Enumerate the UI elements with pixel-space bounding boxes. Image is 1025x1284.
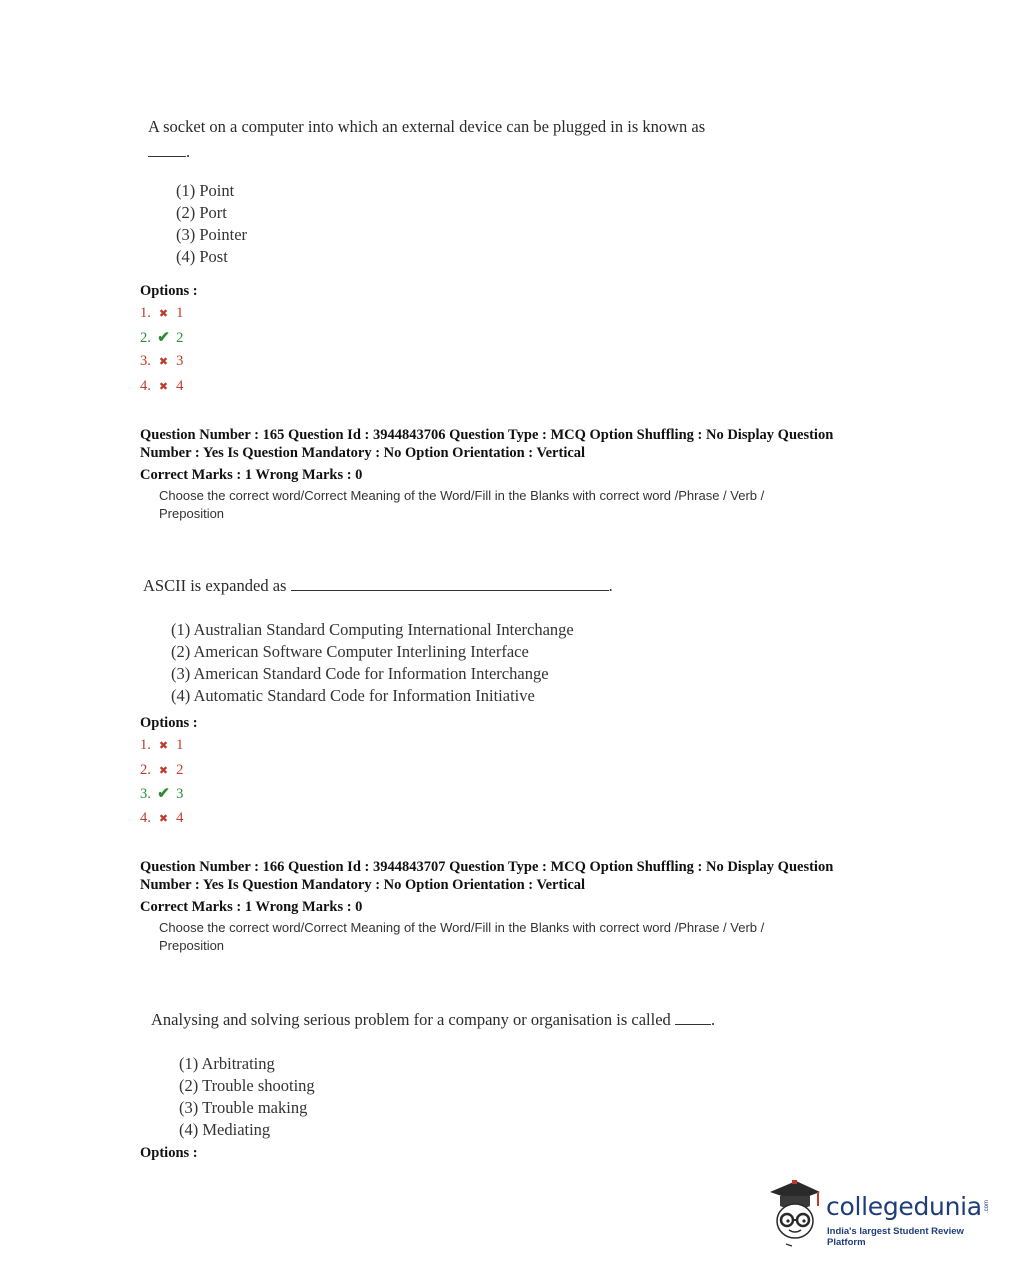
q165-stem [143,576,613,596]
answer-num: 3. [140,353,151,369]
answer-row [140,375,183,400]
check-icon: ✔ [157,786,170,802]
q164-stem-text: A socket on a computer into which an external device can be plugged in is known as [148,117,706,136]
q165-instruction-line1: Choose the correct word/Correct Meaning of the Word/Fill in the Blanks with correct word /Phrase / Verb / [159,488,765,503]
answer-row [140,807,183,832]
answer-value: 3 [176,786,184,802]
q166-option-1: (1) Arbitrating [179,1054,275,1073]
q164-stem-end: . [186,142,191,161]
q164-options-list [176,180,247,268]
q165-option-2: (2) American Software Computer Interlining Interface [171,642,529,661]
q166-meta-line2: Number : Yes Is Question Mandatory : No Option Orientation : Vertical [140,877,586,893]
student-mascot-icon [766,1176,824,1248]
q165-meta-line2: Number : Yes Is Question Mandatory : No Option Orientation : Vertical [140,445,586,461]
q164-option-1: (1) Point [176,181,235,200]
q166-options-label: Options : [140,1145,198,1161]
q164-options-label: Options : [140,283,198,299]
answer-num: 2. [140,761,151,778]
answer-value: 4 [176,809,184,826]
check-icon: ✔ [157,329,170,346]
q164-stem-blank [148,142,190,162]
cross-icon: ✖ [158,764,169,777]
q165-options-list [171,619,574,707]
q166-option-4: (4) Mediating [179,1120,271,1139]
q166-stem [151,1010,715,1030]
q164-option-4: (4) Post [176,247,228,266]
q166-stem-text: Analysing and solving serious problem for a company or organisation is called [151,1010,671,1029]
answer-row [140,350,183,375]
fill-blank [291,590,609,591]
answer-num: 3. [140,786,151,802]
q165-instruction-line2: Preposition [159,506,225,521]
collegedunia-logo [766,1176,996,1248]
q166-meta-line1: Question Number : 166 Question Id : 3944843707 Question Type : MCQ Option Shuffling : No Display Question [140,859,834,875]
answer-num: 1. [140,737,151,753]
answer-value: 4 [176,377,184,394]
q165-stem-text: ASCII is expanded as [143,576,287,595]
q165-option-3: (3) American Standard Code for Information Interchange [171,664,549,683]
answer-num: 4. [140,809,151,826]
q164-option-3: (3) Pointer [176,225,248,244]
answer-num: 4. [140,377,151,394]
answer-row [140,302,183,327]
q166-meta [140,858,833,916]
q166-marks: Correct Marks : 1 Wrong Marks : 0 [140,899,363,915]
answer-value: 2 [176,761,184,778]
cross-icon: ✖ [158,356,169,368]
q166-option-2: (2) Trouble shooting [179,1076,315,1095]
answer-value: 1 [176,737,184,753]
q165-meta-line1: Question Number : 165 Question Id : 3944843706 Question Type : MCQ Option Shuffling : No Display Question [140,427,834,443]
q165-answer-key [140,734,183,831]
answer-row [140,783,183,807]
q166-stem-end: . [710,1010,716,1029]
answer-row [140,734,183,759]
q164-answer-key [140,302,183,399]
q165-instruction [159,487,764,523]
answer-row [140,327,183,351]
q165-meta [140,426,833,484]
q166-instruction-line1: Choose the correct word/Correct Meaning of the Word/Fill in the Blanks with correct word /Phrase / Verb / [159,920,765,935]
q166-options-list [179,1053,315,1141]
fill-blank [148,156,186,157]
answer-value: 3 [176,353,184,369]
fill-blank [675,1024,711,1025]
logo-wordmark: collegedunia [826,1192,982,1221]
q165-options-label: Options : [140,715,198,731]
cross-icon: ✖ [158,812,169,825]
q166-instruction [159,919,764,955]
answer-num: 1. [140,305,151,321]
q165-stem-end: . [608,576,613,595]
answer-value: 1 [176,305,184,321]
q166-instruction-line2: Preposition [159,938,225,953]
q166-option-3: (3) Trouble making [179,1098,308,1117]
cross-icon: ✖ [158,740,169,752]
cross-icon: ✖ [158,308,169,320]
q165-option-4: (4) Automatic Standard Code for Information Initiative [171,686,535,705]
answer-value: 2 [176,329,184,346]
answer-num: 2. [140,329,151,346]
q165-marks: Correct Marks : 1 Wrong Marks : 0 [140,467,363,483]
cross-icon: ✖ [158,380,169,393]
q164-option-2: (2) Port [176,203,227,222]
logo-domain-suffix: .com [984,1200,990,1214]
q164-stem [148,117,705,137]
q165-option-1: (1) Australian Standard Computing International Interchange [171,620,574,639]
logo-tagline: India's largest Student Review Platform [827,1226,964,1248]
answer-row [140,759,183,784]
